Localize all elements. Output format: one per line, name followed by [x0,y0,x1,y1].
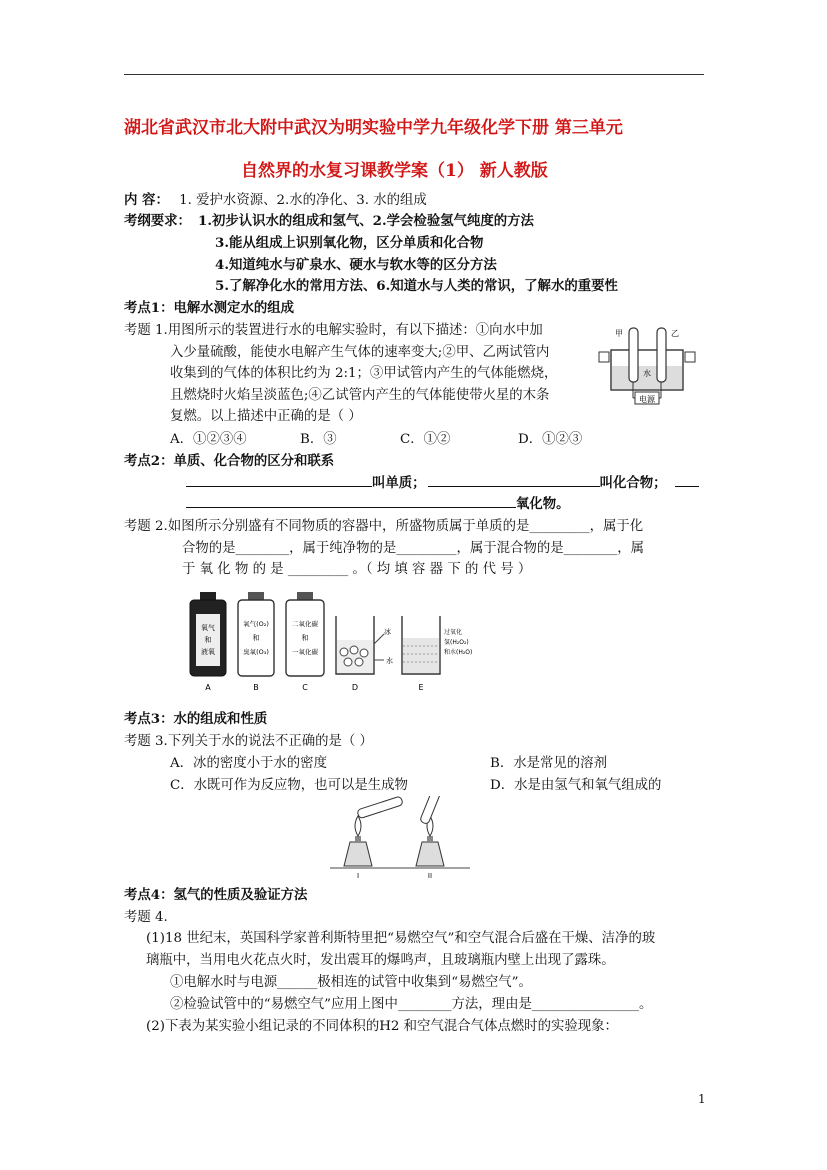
question-4-line: ①电解水时与电源______极相连的试管中收集到“易燃空气”。 [170,975,532,990]
container-a-line: 氧气 [201,624,215,632]
container-a-line: 液氧 [201,648,215,656]
container-c-letter: C [302,683,308,692]
blank-suffix-compound: 叫化合物； [599,475,667,491]
question-4-line: 璃瓶中，当用电火花点火时，发出震耳的爆鸣声，且玻璃瓶内壁上出现了露珠。 [146,953,615,968]
title-line-2: 自然界的水复习课教学案（1） 新人教版 [241,161,548,181]
section-heading-1: 考点1：电解水测定水的组成 [124,300,295,316]
requirements-label: 考纲要求： [124,213,191,229]
question-4-line: ②检验试管中的“易燃空气”应用上图中________方法，理由是________________。 [170,997,653,1012]
container-c-line: 一氧化碳 [292,648,318,656]
ice-label: 冰 [384,628,391,636]
figure-label-ii: II [427,872,433,880]
requirement-item: 5.了解净化水的常用方法、6.知道水与人类的常识，了解水的重要性 [215,278,618,294]
container-b-letter: B [253,683,259,692]
question-1-line: 收集到的气体的体积比约为 2:1；③甲试管内产生的气体能燃烧， [170,366,558,381]
container-b-line: 氧气(O₂) [243,620,269,628]
question-1-option-d: D．①②③ [518,432,583,447]
content-text: 1. 爱护水资源、2.水的净化、3. 水的组成 [179,193,427,208]
container-c-line: 和 [301,634,309,642]
question-4-label: 考题 4. [124,910,168,925]
title-line-1: 湖北省武汉市北大附中武汉为明实验中学九年级化学下册 第三单元 [124,118,623,138]
containers-figure [186,590,476,695]
blank-line [675,474,699,487]
question-1-line: 入少量硫酸，能使水电解产生气体的速率变大;②甲、乙两试管内 [170,345,550,360]
water-label: 水 [643,369,651,378]
question-3-text: 考题 3.下列关于水的说法不正确的是（ ） [124,734,373,749]
blank-suffix-oxide: 氧化物。 [516,496,570,512]
water-label-d: 水 [386,657,393,665]
question-3-option-a: A．冰的密度小于水的密度 [170,756,327,771]
requirement-item: 4.知道纯水与矿泉水、硬水与软水等的区分方法 [215,257,497,273]
question-3-option-c: C．水既可作为反应物，也可以是生成物 [170,778,408,793]
question-4-line: (1)18 世纪末，英国科学家普利斯特里把“易燃空气”和空气混合后盛在干燥、洁净的玻 [146,931,656,946]
container-b-line: 臭氧(O₃) [243,648,269,656]
requirement-item: 3.能从组成上识别氧化物，区分单质和化合物 [215,235,484,251]
container-d-letter: D [351,683,359,692]
section-heading-2: 考点2：单质、化合物的区分和联系 [124,453,335,469]
content-label: 内 容： [124,192,169,208]
question-4-line: (2)下表为某实验小组记录的不同体积的H2 和空气混合气体点燃时的实验现象： [146,1019,618,1034]
blank-line [428,474,600,487]
power-label: 电源 [639,395,655,404]
header-rule [124,74,704,75]
question-2-line: 考题 2.如图所示分别盛有不同物质的容器中，所盛物质属于单质的是_________，属于化 [124,519,644,534]
container-e-letter: E [418,683,424,692]
section-heading-3: 考点3：水的组成和性质 [124,711,268,727]
blank-line [186,495,516,508]
question-1-option-b: B．③ [300,432,337,447]
blank-suffix-element: 叫单质； [372,475,426,491]
container-e-line: 过氧化 [444,629,463,636]
section-heading-4: 考点4：氢气的性质及验证方法 [124,887,308,903]
definition-row-1 [186,472,699,491]
question-2-line: 于 氧 化 物 的 是 _________ 。（ 均 填 容 器 下 的 代 号 ） [182,562,532,577]
question-1-line: 考题 1.用图所示的装置进行水的电解实验时，有以下描述：①向水中加 [124,323,543,338]
container-a-letter: A [205,683,211,692]
electrolysis-apparatus-figure [597,318,707,408]
page-number: 1 [698,1092,706,1106]
question-2-line: 合物的是________，属于纯净物的是_________，属于混合物的是________，属 [182,541,644,556]
tube-label-left: 甲 [615,329,623,338]
question-1-option-a: A．①②③④ [170,432,247,447]
container-b-line: 和 [252,634,260,642]
question-1-line: 复燃。以上描述中正确的是（ ） [170,409,362,424]
question-3-option-b: B．水是常见的溶剂 [490,756,607,771]
container-e-line: 和水(H₂O) [444,649,473,656]
container-a-line: 和 [204,636,212,644]
question-1-line: 且燃烧时火焰呈淡蓝色;④乙试管内产生的气体能使带火星的木条 [170,388,550,403]
test-tube-lamp-figure [330,796,470,880]
question-1-option-c: C．①② [400,432,451,447]
blank-line [186,474,372,487]
question-3-option-d: D．水是由氢气和氧气组成的 [490,778,662,793]
content-row [124,189,427,208]
container-c-line: 二氧化碳 [292,620,318,628]
figure-label-i: I [356,872,360,880]
container-e-line: 氢(H₂O₂) [444,639,469,646]
definition-row-2 [186,493,570,512]
tube-label-right: 乙 [671,329,679,338]
requirement-item: 1.初步认识水的组成和氢气、2.学会检验氢气纯度的方法 [198,213,534,229]
